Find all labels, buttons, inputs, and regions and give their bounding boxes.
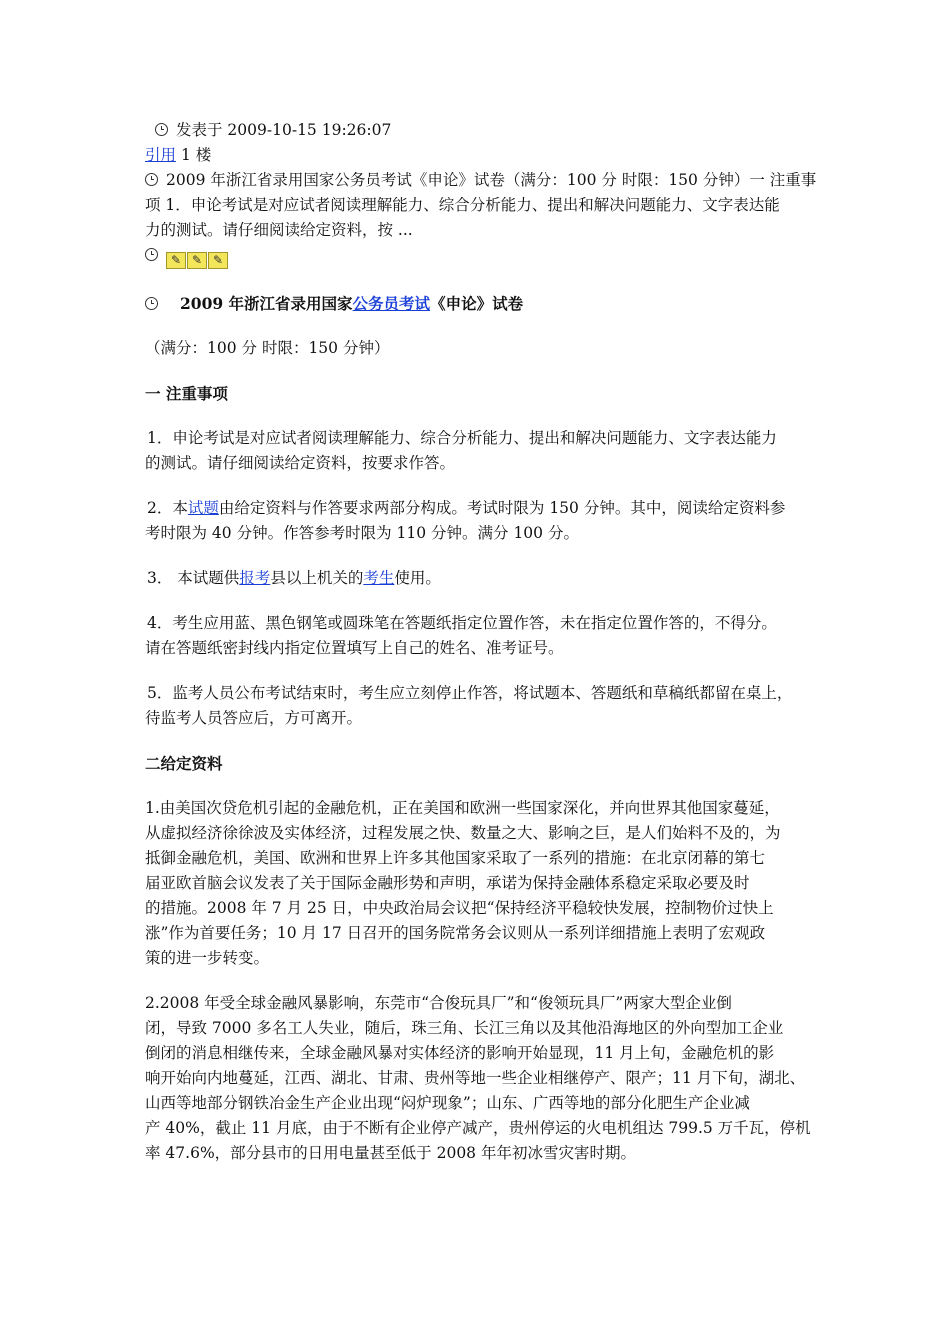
star-icon: ✎ xyxy=(187,252,207,269)
summary-line-1: 2009 年浙江省录用国家公务员考试《申论》试卷（满分：100 分 时限：150 分钟）一 注重事 xyxy=(145,168,813,193)
article-title: 2009 年浙江省录用国家公务员考试《申论》试卷 xyxy=(145,291,813,316)
apply-link[interactable]: 报考 xyxy=(239,569,271,587)
post-floor xyxy=(145,143,813,168)
clock-icon xyxy=(145,173,158,186)
summary-line-2: 项 1．申论考试是对应试者阅读理解能力、综合分析能力、提出和解决问题能力、文字表达能 xyxy=(145,196,780,214)
star-icon: ✎ xyxy=(208,252,228,269)
civil-exam-link[interactable]: 公务员考试 xyxy=(352,294,431,313)
note-5: 5．监考人员公布考试结束时，考生应立刻停止作答，将试题本、答题纸和草稿纸都留在桌上， 待监考人员答应后，方可离开。 xyxy=(145,684,793,727)
star-icon: ✎ xyxy=(166,252,186,269)
document-page xyxy=(145,118,817,1166)
posted-at: 发表于 2009-10-15 19:26:07 xyxy=(176,121,392,139)
section-heading-materials: 二给定资料 xyxy=(145,754,223,773)
material-2: 2.2008 年受全球金融风暴影响，东莞市“合俊玩具厂”和“俊领玩具厂”两家大型企业倒 闭，导致 7000 多名工人失业，随后，珠三角、长江三角以及其他沿海地区的外向型加工企业 倒闭的消息相继传来，全球金融风暴对实体经济的影响开始显现，11 月上旬，金融危机的影 响开始向内地蔓延，江西、湖北、甘肃、贵州等地一些企业相继停产、限产；11 月下旬，湖北、 山西等地部分钢铁冶金生产企业出现“闷炉现象”；山东、广西等地的部分化肥生产企业减 产 40%，截止 11 月底，由于不断有企业停产减产，贵州停运的火电机组达 799.5 万千瓦，停机 率 47.6%，部分县市的日用电量甚至低于 2008 年年初冰雪灾害时期。 xyxy=(145,994,811,1162)
exam-questions-link[interactable]: 试题 xyxy=(187,499,219,517)
clock-icon xyxy=(155,123,168,136)
rating-stars xyxy=(166,252,228,269)
clock-icon xyxy=(145,297,158,310)
post-meta xyxy=(145,118,813,143)
candidate-link[interactable]: 考生 xyxy=(363,569,395,587)
note-4: 4．考生应用蓝、黑色钢笔或圆珠笔在答题纸指定位置作答，未在指定位置作答的，不得分。 请在答题纸密封线内指定位置填写上自己的姓名、准考证号。 xyxy=(145,614,777,657)
note-2: 2．本试题由给定资料与作答要求两部分构成。考试时限为 150 分钟。其中，阅读给定资料参 考时限为 40 分钟。作答参考时限为 110 分钟。满分 100 分。 xyxy=(145,499,786,542)
note-3: 3． 本试题供报考县以上机关的考生使用。 xyxy=(147,569,441,587)
note-1: 1．申论考试是对应试者阅读理解能力、综合分析能力、提出和解决问题能力、文字表达能力 的测试。请仔细阅读给定资料，按要求作答。 xyxy=(145,429,777,472)
article-subtitle: （满分：100 分 时限：150 分钟） xyxy=(145,339,390,357)
clock-icon xyxy=(145,248,158,261)
section-heading-notes: 一 注重事项 xyxy=(145,384,228,403)
material-1: 1.由美国次贷危机引起的金融危机，正在美国和欧洲一些国家深化，并向世界其他国家蔓延， 从虚拟经济徐徐波及实体经济，过程发展之快、数量之大、影响之巨，是人们始料不及的，为 抵御金融危机，美国、欧洲和世界上许多其他国家采取了一系列的措施：在北京闭幕的第七 届亚欧首脑会议发表了关于国际金融形势和声明，承诺为保持金融体系稳定采取必要及时 的措施。2008 年 7 月 25 日，中央政治局会议把“保持经济平稳较快发展，控制物价过快上 涨”作为首要任务；10 月 17 日召开的国务院常务会议则从一系列详细措施上表明了宏观政 策的进一步转变。 xyxy=(145,799,781,967)
rating-row xyxy=(145,243,813,269)
floor-label: 1 楼 xyxy=(176,146,212,164)
summary-line-3: 力的测试。请仔细阅读给定资料，按 ... xyxy=(145,221,413,239)
quote-link[interactable]: 引用 xyxy=(145,146,177,164)
